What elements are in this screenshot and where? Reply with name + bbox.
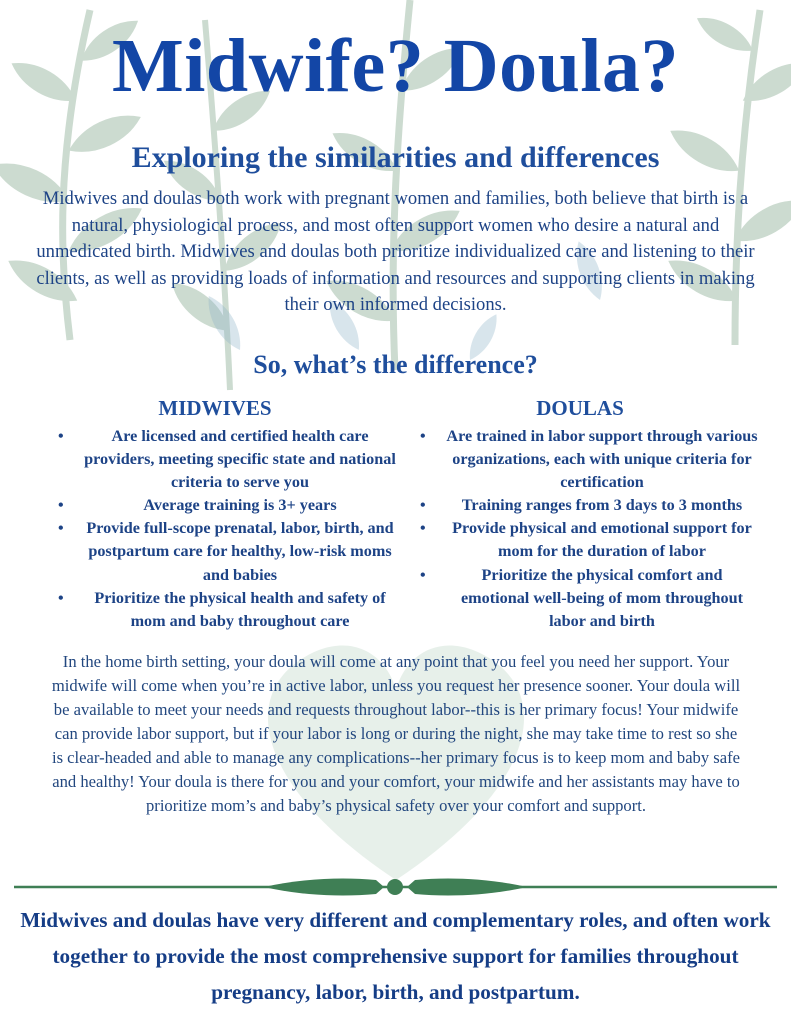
list-item-text: Prioritize the physical comfort and emotional well-being of mom throughout labor and birth: [460, 565, 744, 630]
difference-heading: So, what’s the difference?: [253, 350, 538, 379]
bullet-icon: •: [420, 566, 426, 584]
midwives-heading: MIDWIVES: [158, 396, 272, 420]
closing-statement: Midwives and doulas have very different and complementary roles, and often work together to provide the most comprehensive support for families throughout pregnancy, labor, birth, and postpartum.: [20, 908, 771, 1004]
midwives-list: [56, 425, 396, 633]
bullet-icon: •: [58, 497, 64, 515]
bullet-icon: •: [420, 520, 426, 538]
doulas-list: [418, 425, 758, 633]
bullet-icon: •: [58, 428, 64, 445]
bullet-icon: •: [420, 428, 426, 445]
bullet-icon: •: [58, 589, 64, 607]
page-title: Midwife? Doula?: [112, 24, 679, 108]
list-item: [56, 425, 396, 494]
decorative-divider: [14, 874, 777, 900]
bullet-icon: •: [58, 520, 64, 538]
bullet-icon: •: [420, 497, 426, 515]
list-item-text: Are trained in labor support through various organizations, each with unique criteria for certification: [446, 427, 758, 492]
list-item-text: Average training is 3+ years: [143, 496, 337, 515]
list-item-text: Provide full-scope prenatal, labor, birth, and postpartum care for healthy, low-risk moms and babies: [86, 519, 394, 584]
list-item-text: Provide physical and emotional support for mom for the duration of labor: [452, 519, 752, 561]
list-item-text: Training ranges from 3 days to 3 months: [461, 496, 743, 515]
list-item: [418, 425, 758, 494]
list-item-text: Prioritize the physical health and safety of mom and baby throughout care: [94, 588, 386, 630]
list-item: [418, 517, 758, 563]
list-item: [418, 564, 758, 633]
home-birth-paragraph: In the home birth setting, your doula will come at any point that you feel you need her support. Your midwife will come when you’re in active labor, unless you request her presence sooner. Your doula will be available to meet your needs and requests throughout labor--this is her primary focus! Your midwife can provide labor support, but if your labor is long or during the night, she may take time to rest so she is clear-headed and able to manage any complications--her primary focus is to keep mom and baby safe and healthy! Your doula is there for you and your comfort, your midwife and her assistants may have to prioritize mom’s and baby’s physical safety over your comfort and support.: [51, 652, 741, 815]
page-subtitle: Exploring the similarities and differences: [131, 141, 660, 174]
list-item: [56, 587, 396, 633]
intro-paragraph: Midwives and doulas both work with pregnant women and families, both believe that birth is a natural, physiological process, and most often support women who desire a natural and unmedicated birth. Midwives and doulas both prioritize individualized care and listening to their clients, as well as providing loads of information and resources and supporting clients in making their own informed decisions.: [36, 188, 755, 315]
list-item-text: Are licensed and certified health care providers, meeting specific state and national criteria to serve you: [84, 427, 396, 492]
list-item: [418, 494, 758, 517]
list-item: [56, 494, 396, 517]
doulas-heading: DOULAS: [536, 396, 624, 420]
list-item: [56, 517, 396, 586]
